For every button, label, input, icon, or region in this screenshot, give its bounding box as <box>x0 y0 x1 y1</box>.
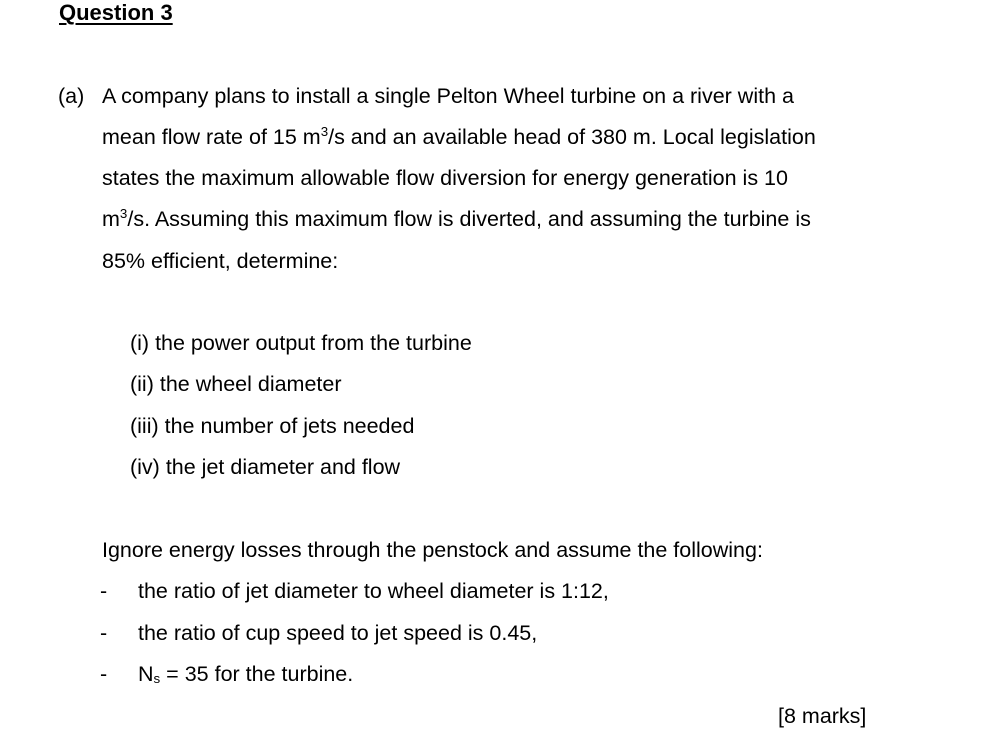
marks-label: [8 marks] <box>778 704 867 728</box>
bullet-marker: - <box>100 621 108 645</box>
assumption-3 <box>138 662 353 687</box>
question-heading: Question 3 <box>59 0 173 25</box>
assumption-1: the ratio of jet diameter to wheel diameter is 1:12, <box>138 579 609 603</box>
part-label: (a) <box>58 84 85 108</box>
ns-subscript: s <box>153 670 161 686</box>
intro-line-1: A company plans to install a single Pelton Wheel turbine on a river with a <box>102 84 794 108</box>
bullet-marker: - <box>100 662 108 686</box>
intro-line-4-part-b: /s. Assuming this maximum flow is diverted, and assuming the turbine is <box>127 207 811 231</box>
cubic-superscript: 3 <box>119 205 128 221</box>
sub-question-4: (iv) the jet diameter and flow <box>130 455 401 479</box>
ns-symbol: N <box>138 662 154 686</box>
assumption-2: the ratio of cup speed to jet speed is 0.45, <box>138 621 538 645</box>
intro-line-5: 85% efficient, determine: <box>102 249 339 273</box>
ns-rest: = 35 for the turbine. <box>160 662 354 686</box>
sub-question-1: (i) the power output from the turbine <box>130 331 472 355</box>
sub-question-2: (ii) the wheel diameter <box>130 372 342 396</box>
sub-question-3: (iii) the number of jets needed <box>130 414 415 438</box>
intro-line-2 <box>102 125 816 150</box>
intro-line-2-part-a: mean flow rate of 15 m <box>102 125 321 149</box>
intro-line-4-part-a: m <box>102 207 120 231</box>
intro-line-3: states the maximum allowable flow diversion for energy generation is 10 <box>102 166 788 190</box>
cubic-superscript: 3 <box>320 123 329 139</box>
assumptions-intro: Ignore energy losses through the penstock and assume the following: <box>102 538 763 562</box>
bullet-marker: - <box>100 579 108 603</box>
intro-line-4 <box>102 207 811 232</box>
intro-line-2-part-b: /s and an available head of 380 m. Local legislation <box>328 125 816 149</box>
